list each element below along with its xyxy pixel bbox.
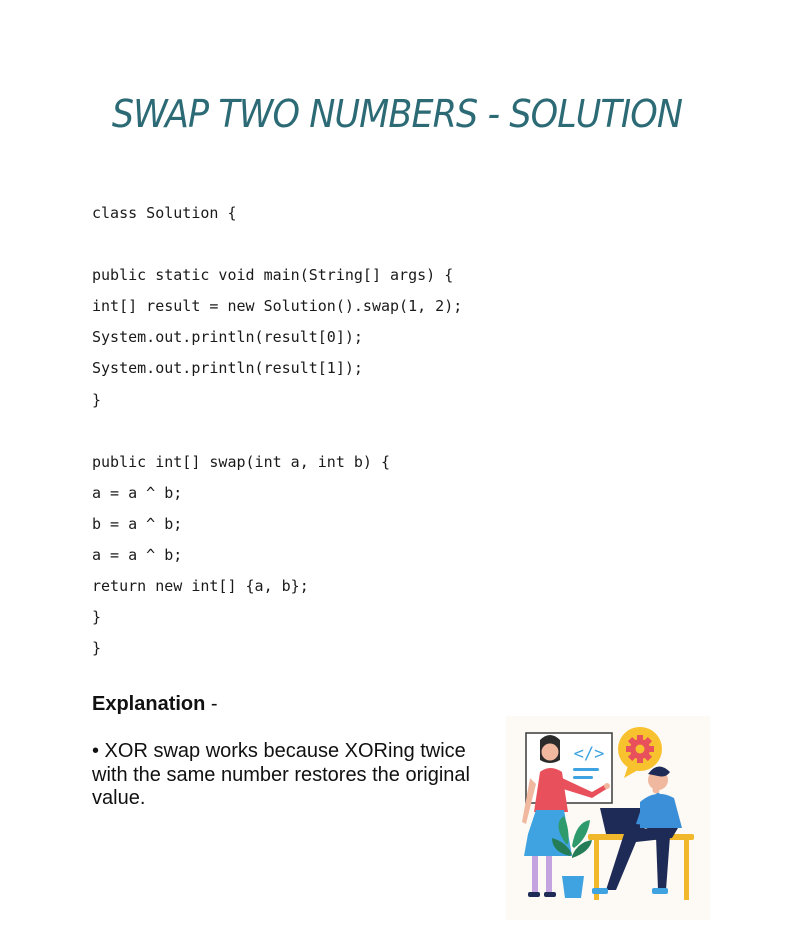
page-title: SWAP TWO NUMBERS - SOLUTION	[111, 92, 683, 136]
code-line: return new int[] {a, b};	[92, 577, 309, 595]
code-line: public int[] swap(int a, int b) {	[92, 453, 391, 471]
code-icon: </>	[573, 744, 605, 764]
code-line: int[] result = new Solution().swap(1, 2);	[92, 297, 463, 315]
code-line: b = a ^ b;	[92, 515, 183, 533]
desk-leg	[684, 840, 689, 900]
explanation-label: Explanation	[92, 693, 206, 715]
gear-icon	[626, 735, 654, 763]
explanation-heading	[92, 693, 218, 716]
code-line: public static void main(String[] args) {	[92, 266, 454, 284]
code-line: }	[92, 608, 102, 626]
explanation-text: • XOR swap works because XORing twice with the same number restores the original value.	[92, 740, 470, 809]
code-line: a = a ^ b;	[92, 484, 183, 502]
code-line: }	[92, 391, 102, 409]
code-line: System.out.println(result[1]);	[92, 359, 363, 377]
code-line: System.out.println(result[0]);	[92, 328, 363, 346]
code-line: class Solution {	[92, 204, 237, 222]
board-line	[573, 768, 599, 771]
code-line: a = a ^ b;	[92, 546, 183, 564]
explanation-separator: -	[205, 693, 218, 715]
developers-illustration	[506, 716, 710, 920]
code-line: }	[92, 639, 102, 657]
board-line	[573, 776, 593, 779]
